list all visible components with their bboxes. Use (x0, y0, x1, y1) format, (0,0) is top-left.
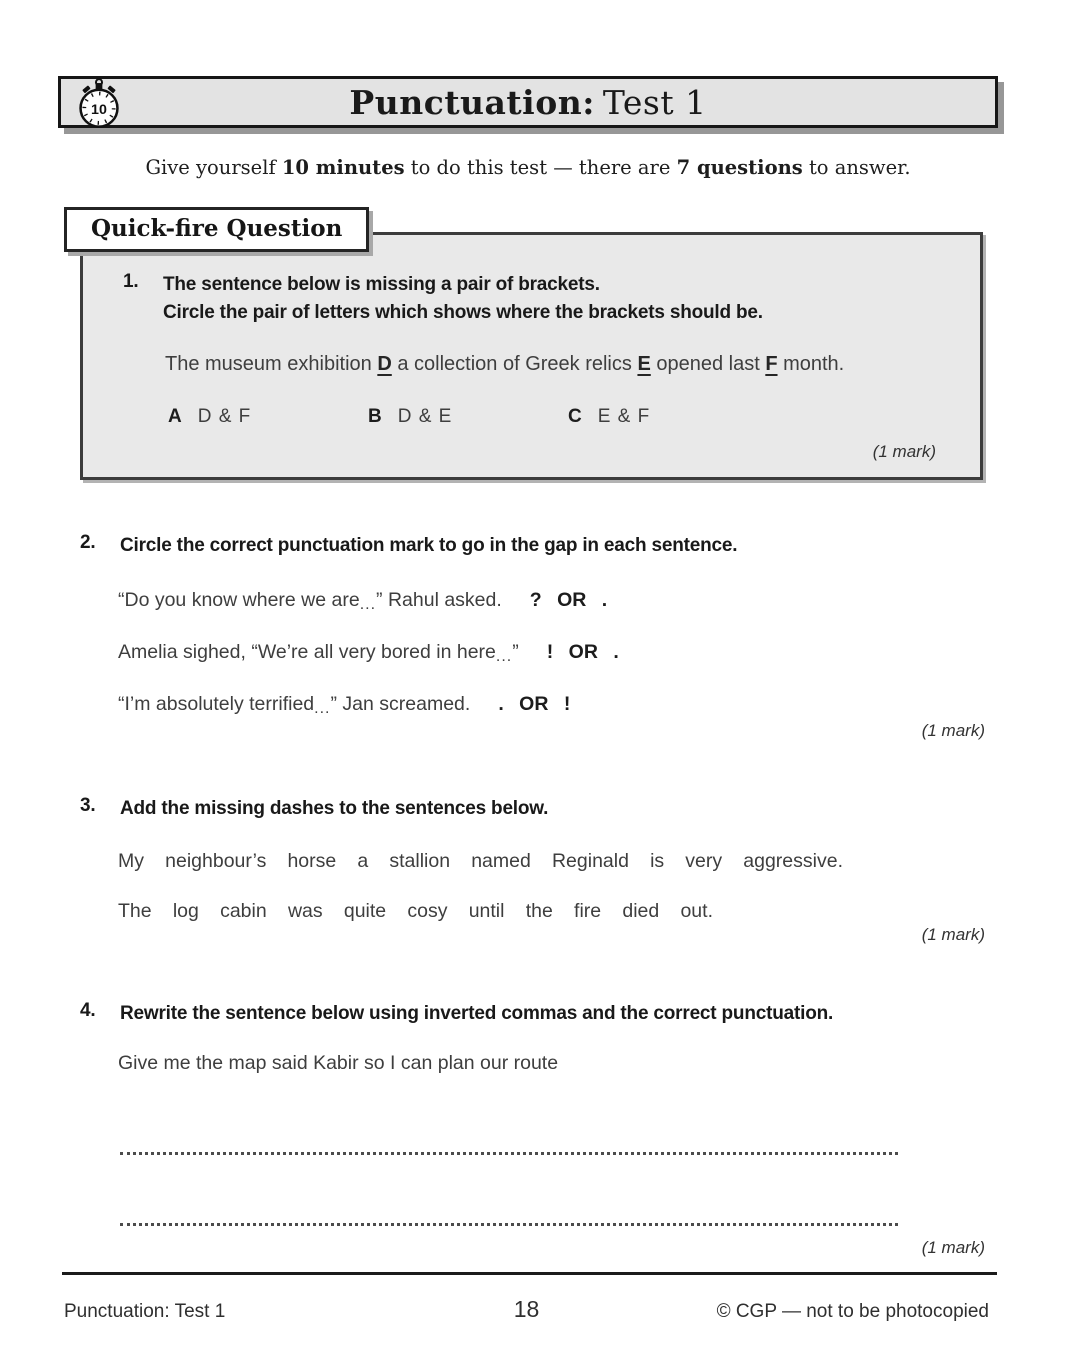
footer-divider (62, 1272, 997, 1275)
question-3-head (80, 795, 985, 823)
sentence-text: “Do you know where we are (118, 589, 360, 611)
option-letter: C (568, 406, 582, 427)
sentence-text: The museum exhibition (165, 353, 378, 375)
question-2-sentence-1 (118, 589, 985, 612)
option-letter: A (168, 406, 182, 427)
option-text: D & F (197, 406, 252, 427)
option-c (568, 406, 768, 428)
question-2-sentence-3 (118, 693, 985, 716)
question-2-prompt: Circle the correct punctuation mark to go in the gap in each sentence. (120, 535, 738, 556)
question-2-sentence-2 (118, 641, 985, 664)
question-1-prompt-line1: The sentence below is missing a pair of brackets. (163, 274, 600, 295)
question-4-head (80, 1000, 985, 1028)
answer-line-1 (120, 1152, 898, 1155)
punctuation-choice: ? OR . (529, 589, 608, 611)
marks-label: (1 mark) (921, 1238, 985, 1257)
question-number: 1. (123, 271, 139, 292)
question-1-head (123, 271, 936, 327)
sentence-text: month. (777, 353, 845, 375)
question-1-prompt-line2: Circle the pair of letters which shows where the brackets should be. (163, 302, 763, 323)
sentence-text: ” Rahul asked. (376, 589, 502, 611)
sentence-text: opened last (650, 353, 766, 375)
question-4 (80, 1000, 985, 1258)
quick-fire-label: Quick-fire Question (64, 207, 369, 252)
bracket-letter-d: D (377, 353, 392, 375)
question-1-sentence (165, 353, 936, 376)
page-title-bold: Punctuation: (349, 82, 595, 122)
bracket-letter-f: F (765, 353, 778, 375)
punctuation-gap: ... (314, 700, 331, 717)
instruction-text: to do this test — there are (404, 156, 677, 179)
answer-line-2 (120, 1223, 898, 1226)
punctuation-choice: . OR ! (498, 693, 571, 715)
option-b (368, 406, 568, 428)
marks-label: (1 mark) (921, 721, 985, 740)
page-title-light: Test 1 (602, 82, 707, 122)
marks-label: (1 mark) (872, 442, 936, 461)
footer (64, 1296, 989, 1323)
instruction-minutes: 10 minutes (281, 156, 405, 179)
sentence-text: a collection of Greek relics (391, 353, 638, 375)
instruction-text: to answer. (802, 156, 911, 179)
bracket-letter-e: E (637, 353, 651, 375)
option-a (168, 406, 368, 428)
page-title (349, 83, 706, 122)
question-4-prompt: Rewrite the sentence below using inverted commas and the correct punctuation. (120, 1003, 834, 1024)
question-3-sentence-1: My neighbour’s horse a stallion named Reginald is very aggressive. (118, 850, 843, 872)
question-2 (80, 532, 985, 741)
page-number: 18 (513, 1296, 540, 1322)
test-instruction (58, 156, 998, 179)
option-text: D & E (397, 406, 453, 427)
punctuation-choice: ! OR . (546, 641, 619, 663)
instruction-text: Give yourself (145, 156, 282, 179)
question-number: 4. (80, 1000, 96, 1021)
question-2-head (80, 532, 985, 560)
quick-fire-question-box (80, 232, 983, 480)
question-1-prompt (163, 271, 763, 327)
sentence-text: ” Jan screamed. (330, 693, 471, 715)
question-number: 3. (80, 795, 96, 816)
punctuation-gap: ... (359, 596, 377, 613)
marks-label: (1 mark) (921, 925, 985, 944)
question-3-sentence-2: The log cabin was quite cosy until the fire died out. (118, 900, 713, 922)
stopwatch-icon (73, 78, 125, 130)
question-1-options (168, 406, 936, 428)
question-4-sentence: Give me the map said Kabir so I can plan our route (118, 1052, 559, 1074)
svg-text:10: 10 (91, 102, 107, 119)
sentence-text: “I’m absolutely terrified (118, 693, 315, 715)
option-text: E & F (597, 406, 651, 427)
instruction-question-count: 7 questions (676, 156, 803, 179)
footer-section-title: Punctuation: Test 1 (64, 1301, 226, 1322)
copyright-notice: © CGP — not to be photocopied (716, 1301, 989, 1322)
punctuation-gap: ... (495, 648, 513, 665)
sentence-text: Amelia sighed, “We’re all very bored in here (118, 641, 496, 663)
sentence-text: ” (512, 641, 519, 663)
question-3-prompt: Add the missing dashes to the sentences below. (120, 798, 549, 819)
page-header (58, 76, 998, 128)
option-letter: B (368, 406, 382, 427)
question-3 (80, 795, 985, 945)
question-number: 2. (80, 532, 96, 553)
